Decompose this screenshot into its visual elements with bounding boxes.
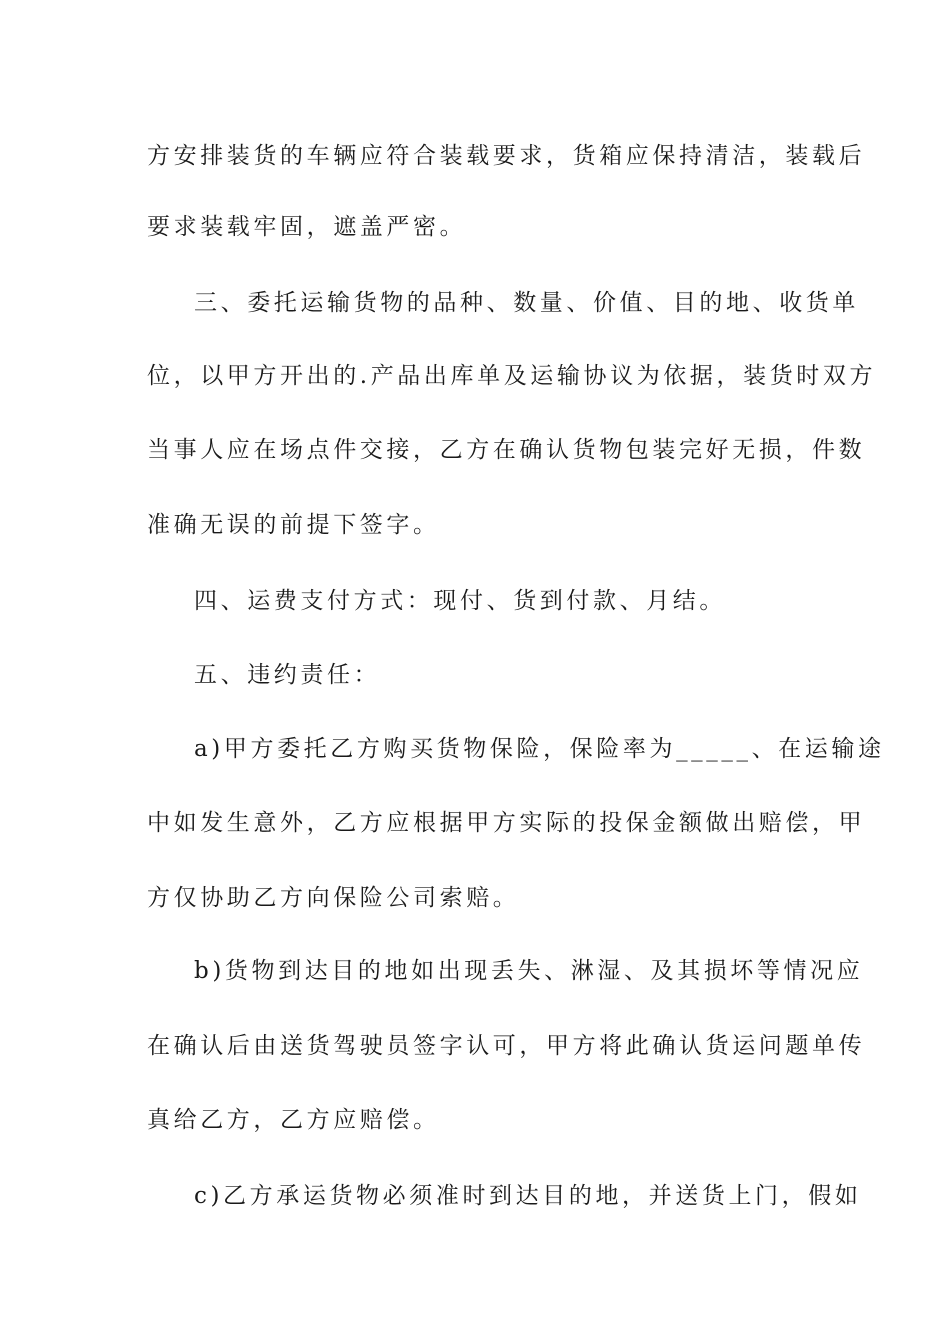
text-line: 方仅协助乙方向保险公司索赔。 xyxy=(147,885,520,911)
text-line: 在确认后由送货驾驶员签字认可，甲方将此确认货运问题单传 xyxy=(147,1033,866,1059)
text-line: 中如发生意外，乙方应根据甲方实际的投保金额做出赔偿，甲 xyxy=(147,810,866,836)
text-line: a)甲方委托乙方购买货物保险，保险率为_____、在运输途 xyxy=(194,736,885,762)
text-line: c)乙方承运货物必须准时到达目的地，并送货上门，假如 xyxy=(194,1183,862,1209)
text-line: 四、运费支付方式：现付、货到付款、月结。 xyxy=(194,588,726,614)
text-line: 三、委托运输货物的品种、数量、价值、目的地、收货单 xyxy=(194,290,859,316)
text-line: 真给乙方，乙方应赔偿。 xyxy=(147,1107,440,1133)
text-line: 要求装载牢固，遮盖严密。 xyxy=(147,214,467,240)
text-line: 当事人应在场点件交接，乙方在确认货物包装完好无损，件数 xyxy=(147,437,866,463)
text-line: 五、违约责任： xyxy=(194,662,381,688)
text-line: 位，以甲方开出的.产品出库单及运输协议为依据，装货时双方 xyxy=(147,363,877,389)
text-line: 方安排装货的车辆应符合装载要求，货箱应保持清洁，装载后 xyxy=(147,143,866,169)
text-line: b)货物到达目的地如出现丢失、淋湿、及其损坏等情况应 xyxy=(194,958,864,984)
text-line: 准确无误的前提下签字。 xyxy=(147,512,440,538)
